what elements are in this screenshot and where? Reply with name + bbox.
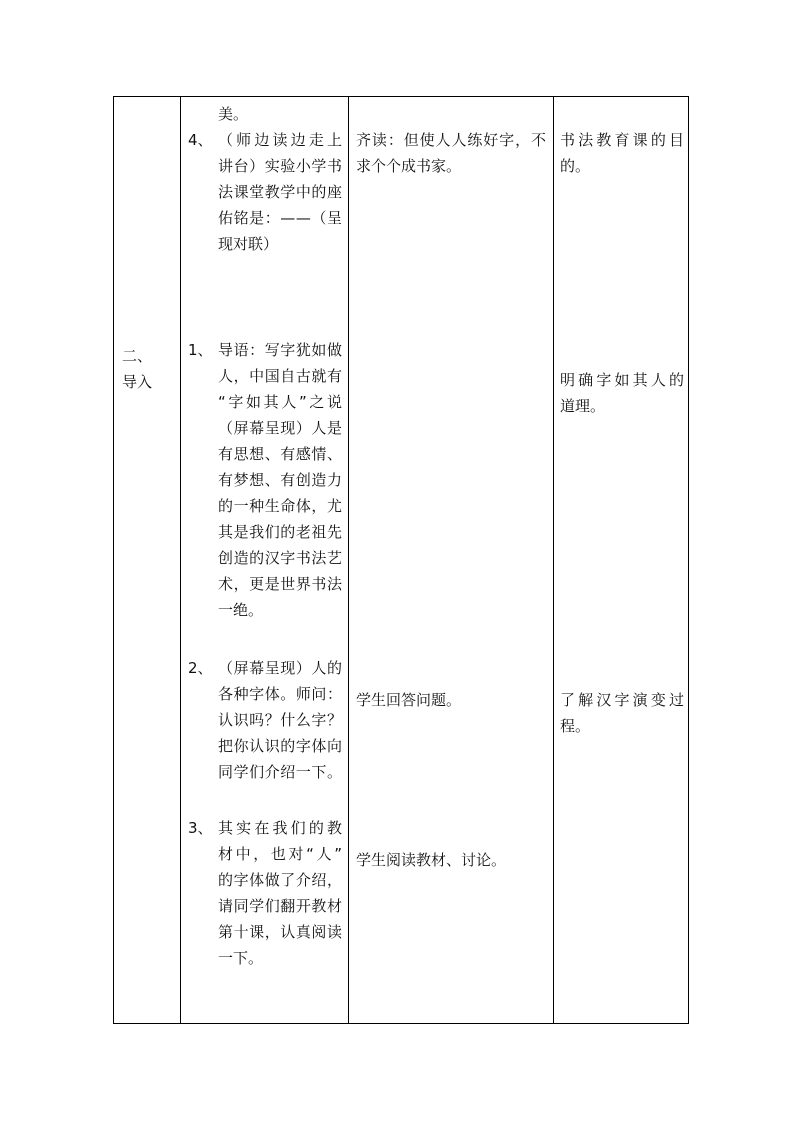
teacher-line: 佑铭是：——（呈 [218,209,343,227]
purpose-line: 的。 [560,157,591,175]
section-name: 导入 [122,373,153,391]
teacher-line: 的一种生命体，尤 [218,497,343,515]
teacher-line: 有梦想、有创造力 [218,471,343,489]
purpose-line: 程。 [560,717,591,735]
teacher-line: 同学们介绍一下。 [218,763,343,781]
teacher-line: 美。 [218,105,249,123]
teacher-item-4-number: 4、 [188,131,213,149]
section-number: 二、 [122,347,153,365]
teacher-line: “字如其人”之说 [218,393,345,411]
column-divider-3 [553,97,554,1023]
student-line: 学生阅读教材、讨论。 [356,851,507,869]
teacher-line: 其是我们的老祖先 [218,523,343,541]
teacher-line: 讲台）实验小学书 [218,157,343,175]
teacher-line: 人，中国自古就有 [218,367,343,385]
column-divider-1 [180,97,181,1023]
teacher-line: 其实在我们的教 [218,819,346,837]
teacher-line: 法课堂教学中的座 [218,183,343,201]
lesson-plan-table [113,96,689,1024]
student-line: 学生回答问题。 [356,691,462,709]
purpose-line: 了解汉字演变过 [560,691,688,709]
teacher-line: （屏幕呈现）人是 [218,419,343,437]
teacher-item-3-number: 3、 [188,819,213,837]
teacher-item-1-number: 1、 [188,341,213,359]
teacher-line: 的字体做了介绍， [218,871,343,889]
student-line: 齐读：但使人人练好字，不 [356,131,547,149]
teacher-line: 认识吗？什么字？ [218,711,343,729]
teacher-line: 第十课，认真阅读 [218,923,343,941]
teacher-line: 术，更是世界书法 [218,575,343,593]
student-line: 求个个成书家。 [356,157,462,175]
teacher-line: （师边读边走上 [218,131,346,149]
purpose-line: 明确字如其人的 [560,371,688,389]
teacher-line: （屏幕呈现）人的 [218,659,343,677]
teacher-line: 现对联） [218,235,279,253]
column-divider-2 [348,97,349,1023]
teacher-line: 创造的汉字书法艺 [218,549,343,567]
teacher-line: 请同学们翻开教材 [218,897,343,915]
teacher-line: 各种字体。师问： [218,685,343,703]
teacher-item-2-number: 2、 [188,659,213,677]
teacher-line: 一绝。 [218,601,264,619]
purpose-line: 书法教育课的目 [560,131,688,149]
teacher-line: 把你认识的字体向 [218,737,343,755]
teacher-line: 一下。 [218,949,264,967]
teacher-line: 材中，也对“人” [218,845,345,863]
purpose-line: 道理。 [560,397,606,415]
teacher-line: 导语：写字犹如做 [218,341,343,359]
teacher-line: 有思想、有感情、 [218,445,343,463]
